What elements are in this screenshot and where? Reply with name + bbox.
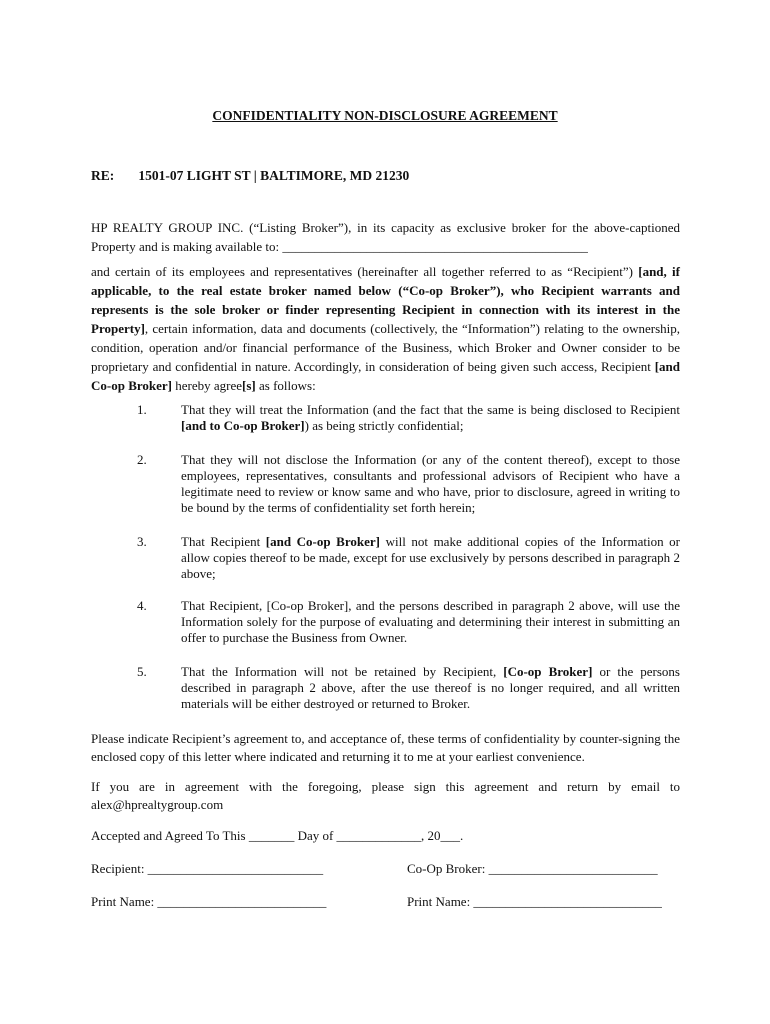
item-text	[181, 534, 680, 582]
agreement-paragraph: If you are in agreement with the foregoing, please sign this agreement and return by email to alex@hprealtygroup.com	[91, 779, 680, 812]
item-text-c: will not make additional copies of the Information or allow copies thereof to be made, except for use exclusively by persons described in paragraph 2 above;	[181, 534, 680, 581]
please-paragraph: Please indicate Recipient’s agreement to, and acceptance of, these terms of confidentiality by counter-signing the enclosed copy of this letter where indicated and returning it to me at your earliest convenience.	[91, 731, 680, 764]
list-item	[91, 452, 680, 516]
main-text-4: as follows:	[255, 378, 316, 393]
item-text-c: or the persons described in paragraph 2 above, after the use thereof is no longer required, and all written materials will be either destroyed or returned to Broker.	[181, 664, 680, 711]
item-text-bold: [and to Co-op Broker]	[181, 418, 305, 433]
item-text-a: That Recipient	[181, 534, 266, 549]
item-number: 2.	[137, 452, 147, 467]
item-text	[181, 598, 680, 646]
main-text-1: and certain of its employees and representatives (hereinafter all together referred to as “Recipient”)	[91, 264, 639, 279]
item-text-a: That they will not disclose the Information (or any of the content thereof), except to those employees, representatives, consultants and professional advisors of Recipient who have a legitimate need to review or know same and who have, prior to disclosure, agreed in writing to be bound by the terms of confidentiality set forth herein;	[181, 452, 680, 515]
accepted-line: Accepted and Agreed To This _______ Day of _____________, 20___.	[91, 828, 464, 843]
document-title: CONFIDENTIALITY NON-DISCLOSURE AGREEMENT	[212, 108, 558, 123]
main-text-2: , certain information, data and documents (collectively, the “Information”) relating to the ownership, condition, operation and/or financial performance of the Business, which Broker and Owner consider to be proprietary and confidential in nature. Accordingly, in consideration of being given such access, Recipient	[91, 321, 680, 374]
item-text-bold: [and Co-op Broker]	[265, 534, 380, 549]
re-line	[91, 168, 409, 184]
intro-paragraph: HP REALTY GROUP INC. (“Listing Broker”), in its capacity as exclusive broker for the above-captioned Property and is making available to: _______________________________________________	[91, 220, 680, 254]
property-address: 1501-07 LIGHT ST | BALTIMORE, MD 21230	[138, 168, 410, 183]
list-item	[91, 598, 680, 646]
main-bold-2: [and Co-op Broker]	[91, 359, 680, 393]
item-text-c: ) as being strictly confidential;	[304, 418, 464, 433]
main-bold-1: [and, if applicable, to the real estate broker named below (“Co-op Broker”), who Recipient warrants and represents is the sole broker or finder representing Recipient in connection with its interest in the Property]	[91, 264, 680, 336]
re-label: RE:	[91, 168, 115, 183]
item-text	[181, 402, 680, 434]
main-paragraph	[91, 262, 680, 395]
main-text-3: hereby agree	[172, 378, 243, 393]
item-text	[181, 452, 680, 516]
item-text	[181, 664, 680, 712]
main-bold-3: [s]	[242, 378, 256, 393]
item-text-a: That Recipient, [Co-op Broker], and the persons described in paragraph 2 above, will use the Information solely for the purpose of evaluating and determining their interest in submitting an offer to purchase the Business from Owner.	[181, 598, 680, 645]
list-item	[91, 402, 680, 434]
list-item	[91, 534, 680, 582]
item-text-bold: [Co-op Broker]	[503, 664, 593, 679]
item-number: 4.	[137, 598, 147, 613]
item-text-a: That they will treat the Information (and the fact that the same is being disclosed to Recipient	[181, 402, 680, 417]
coop-print-name-line: Print Name: _____________________________	[407, 894, 662, 909]
list-item	[91, 664, 680, 712]
item-text-a: That the Information will not be retained by Recipient,	[181, 664, 504, 679]
item-number: 5.	[137, 664, 147, 679]
coop-broker-signature-line: Co-Op Broker: __________________________	[407, 861, 658, 876]
recipient-print-name-line: Print Name: __________________________	[91, 894, 327, 909]
item-number: 1.	[137, 402, 147, 417]
recipient-signature-line: Recipient: ___________________________	[91, 861, 324, 876]
item-number: 3.	[137, 534, 147, 549]
